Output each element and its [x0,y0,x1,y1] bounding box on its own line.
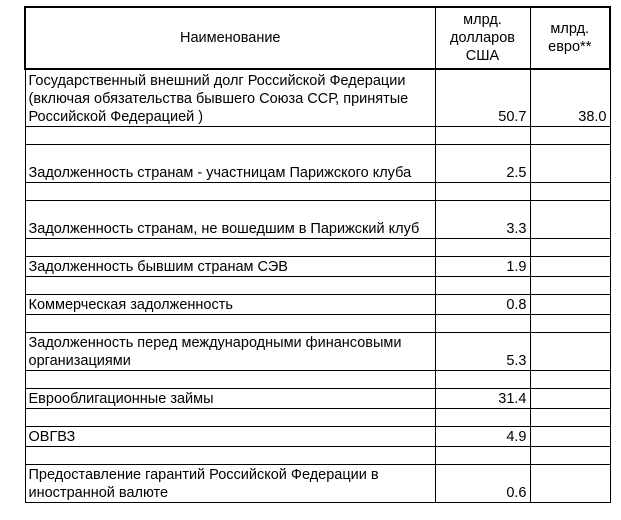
row-usd: 0.6 [435,464,530,502]
row-eur [530,332,610,370]
row-name: Еврооблигационные займы [25,388,435,408]
header-eur: млрд. евро** [530,7,610,69]
row-name: ОВГВЗ [25,426,435,446]
row-eur [530,256,610,276]
spacer-row [25,238,610,256]
spacer-row [25,126,610,144]
header-name: Наименование [25,7,435,69]
spacer-row [25,314,610,332]
row-eur [530,388,610,408]
table-row [25,464,610,502]
table-row [25,294,610,314]
table-row [25,69,610,126]
row-name: Задолженность странам - участницам Парижского клуба [25,144,435,182]
row-name: Государственный внешний долг Российской Федерации (включая обязательства бывшего Союза ССР, принятые Российской Федерацией ) [25,69,435,126]
table-row [25,144,610,182]
spacer-row [25,370,610,388]
spacer-row [25,408,610,426]
spacer-row [25,182,610,200]
table-header-row [25,7,610,69]
row-usd: 0.8 [435,294,530,314]
row-eur [530,200,610,238]
table-row [25,256,610,276]
row-name: Задолженность перед международными финансовыми организациями [25,332,435,370]
row-eur [530,294,610,314]
row-eur [530,426,610,446]
row-eur: 38.0 [530,69,610,126]
row-usd: 2.5 [435,144,530,182]
row-eur [530,464,610,502]
row-name: Предоставление гарантий Российской Федерации в иностранной валюте [25,464,435,502]
row-usd: 50.7 [435,69,530,126]
row-name: Задолженность бывшим странам СЭВ [25,256,435,276]
row-usd: 1.9 [435,256,530,276]
row-usd: 4.9 [435,426,530,446]
row-name: Задолженность странам, не вошедшим в Парижский клуб [25,200,435,238]
table-row [25,200,610,238]
row-usd: 5.3 [435,332,530,370]
spacer-row [25,276,610,294]
external-debt-table [24,6,611,503]
row-name: Коммерческая задолженность [25,294,435,314]
table-row [25,426,610,446]
header-usd: млрд. долларов США [435,7,530,69]
table-row [25,388,610,408]
row-usd: 3.3 [435,200,530,238]
row-usd: 31.4 [435,388,530,408]
spacer-row [25,446,610,464]
table-row [25,332,610,370]
row-eur [530,144,610,182]
